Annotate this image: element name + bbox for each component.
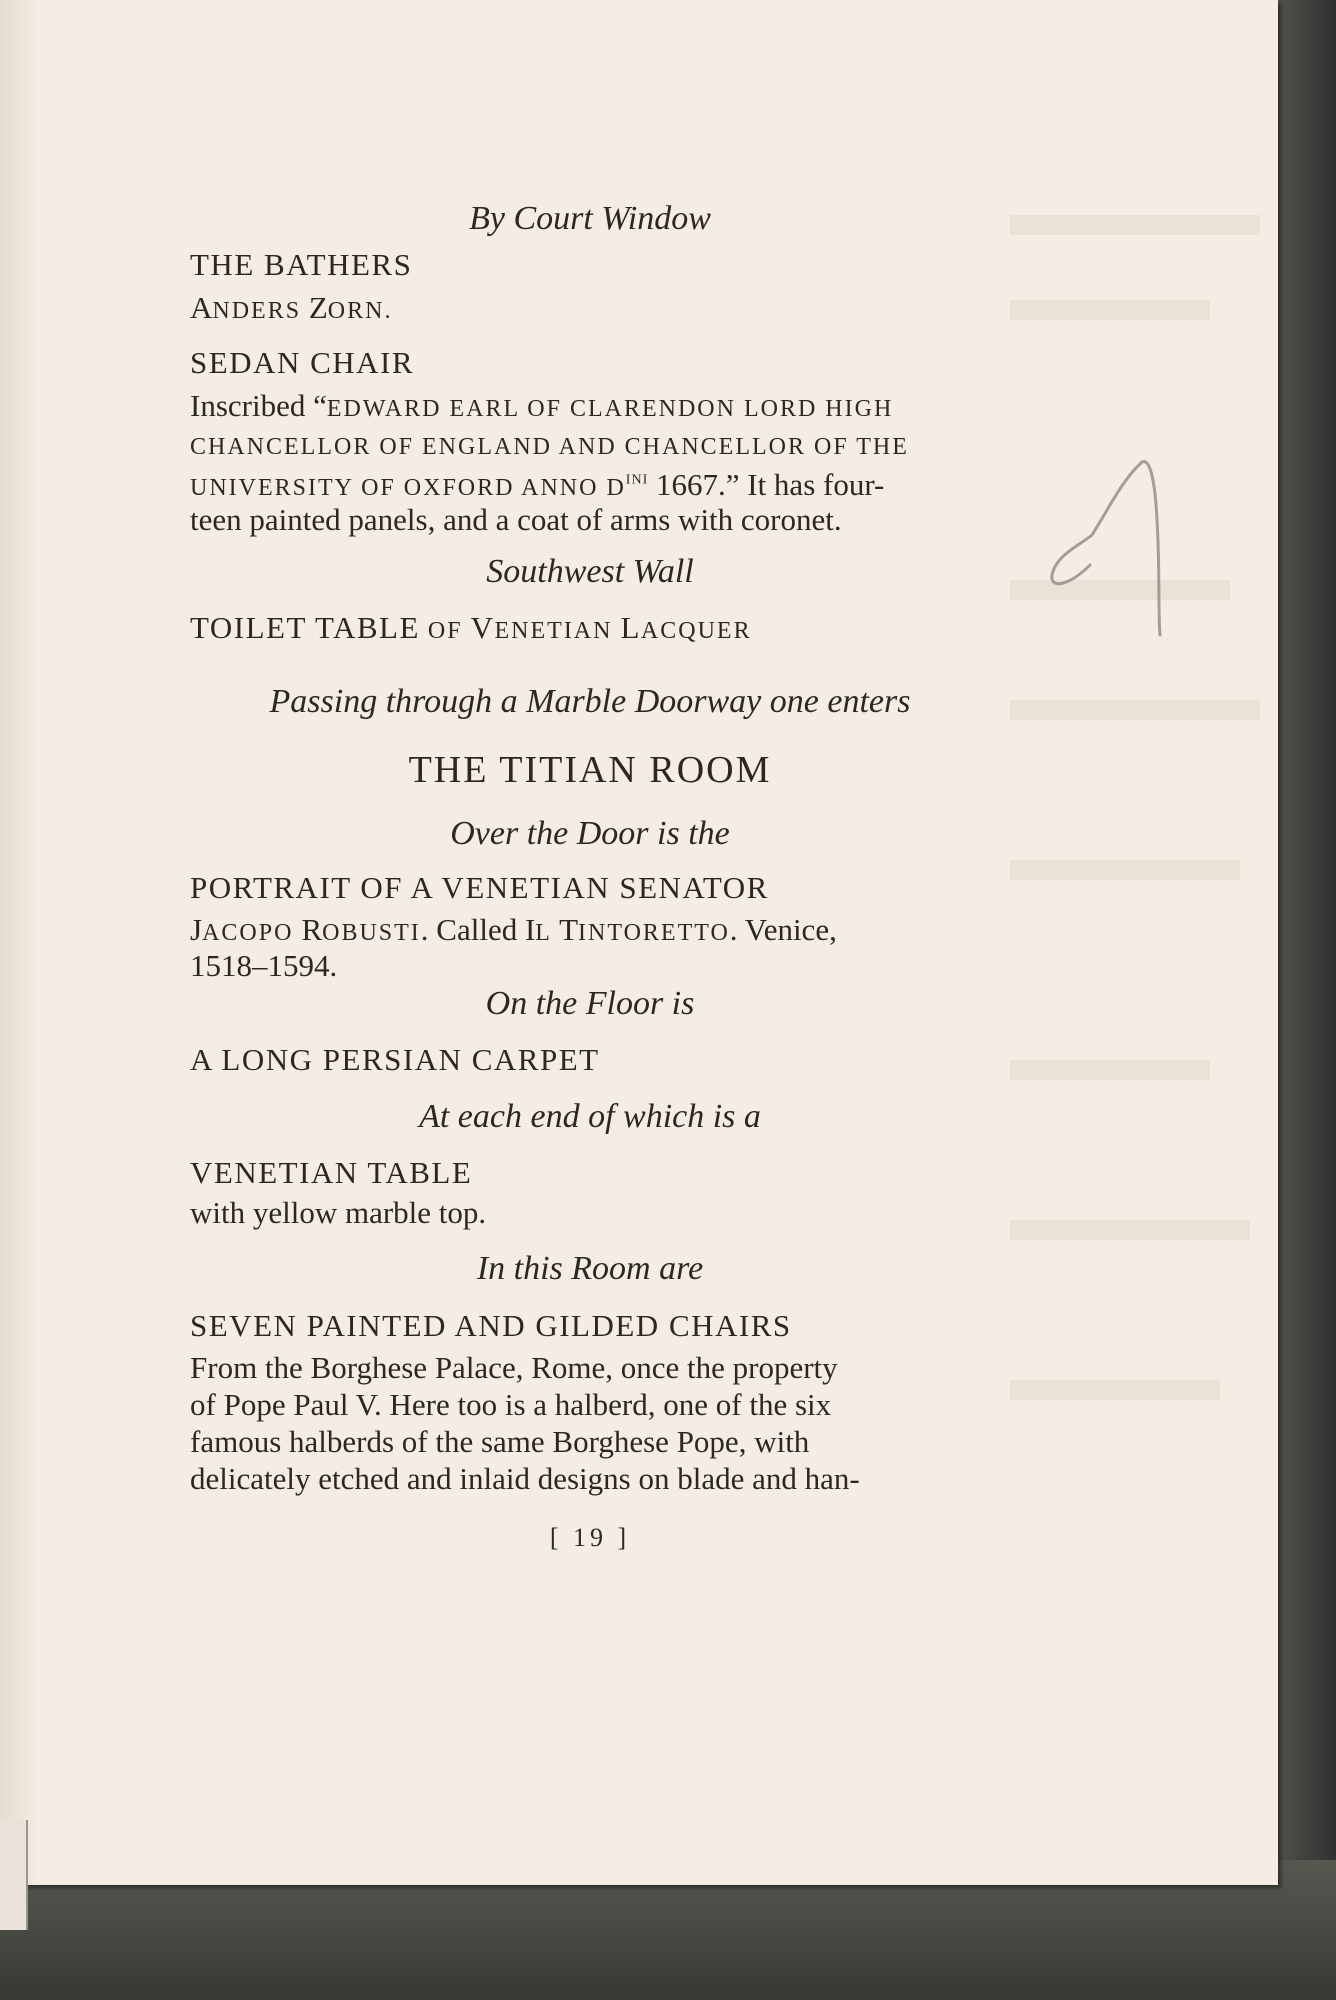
room-title: THE TITIAN ROOM: [408, 749, 772, 791]
chairs-description-line-1: From the Borghese Palace, Rome, once the property: [190, 1350, 838, 1385]
heading-on-the-floor: On the Floor is: [485, 985, 695, 1022]
heading-by-court-window: By Court Window: [469, 200, 711, 237]
venetian-table-description: with yellow marble top.: [190, 1195, 487, 1230]
chairs-description-line-2: of Pope Paul V. Here too is a halberd, one of the six: [190, 1387, 832, 1422]
inscription-line-3: UNIVERSITY OF OXFORD ANNO $D^{INI}$ 1667.” It has four-: [190, 467, 885, 502]
inscription-line-2: CHANCELLOR OF ENGLAND AND CHANCELLOR OF THE: [190, 434, 909, 460]
show-through-text: [1010, 1220, 1250, 1240]
item-title-sedan-chair: SEDAN CHAIR: [190, 345, 415, 380]
portrait-dates: 1518–1594.: [190, 948, 338, 983]
heading-marble-doorway: Passing through a Marble Doorway one enters: [269, 683, 911, 720]
artist-tintoretto: JACOPO ROBUSTI. Called IL TINTORETTO. Venice,: [190, 912, 837, 947]
chairs-description-line-4: delicately etched and inlaid designs on blade and han-: [190, 1461, 860, 1496]
page-number: [ 19 ]: [549, 1523, 631, 1552]
previous-page-edge: [0, 1820, 28, 1930]
item-title-seven-chairs: SEVEN PAINTED AND GILDED CHAIRS: [190, 1308, 792, 1343]
item-title-toilet-table: TOILET TABLE OF VENETIAN LACQUER: [190, 610, 752, 645]
inscription-line-1: Inscribed “EDWARD EARL OF CLARENDON LORD HIGH: [190, 388, 894, 423]
item-title-the-bathers: THE BATHERS: [190, 247, 413, 282]
heading-in-this-room: In this Room are: [476, 1250, 704, 1287]
item-title-persian-carpet: A LONG PERSIAN CARPET: [190, 1042, 600, 1077]
artist-anders-zorn: ANDERS ZORN.: [190, 290, 393, 325]
chairs-description-line-3: famous halberds of the same Borghese Pope, with: [190, 1424, 810, 1459]
pencil-mark: [1030, 440, 1170, 660]
description-line-4: teen painted panels, and a coat of arms with coronet.: [190, 502, 842, 537]
show-through-text: [1010, 1060, 1210, 1080]
item-title-portrait: PORTRAIT OF A VENETIAN SENATOR: [190, 870, 769, 905]
heading-southwest-wall: Southwest Wall: [486, 553, 694, 590]
gutter-shadow: [0, 0, 40, 1885]
show-through-text: [1010, 300, 1210, 320]
item-title-venetian-table: VENETIAN TABLE: [190, 1155, 473, 1190]
heading-each-end: At each end of which is a: [419, 1098, 761, 1135]
show-through-text: [1010, 1380, 1220, 1400]
show-through-text: [1010, 860, 1240, 880]
heading-over-the-door: Over the Door is the: [450, 815, 730, 852]
